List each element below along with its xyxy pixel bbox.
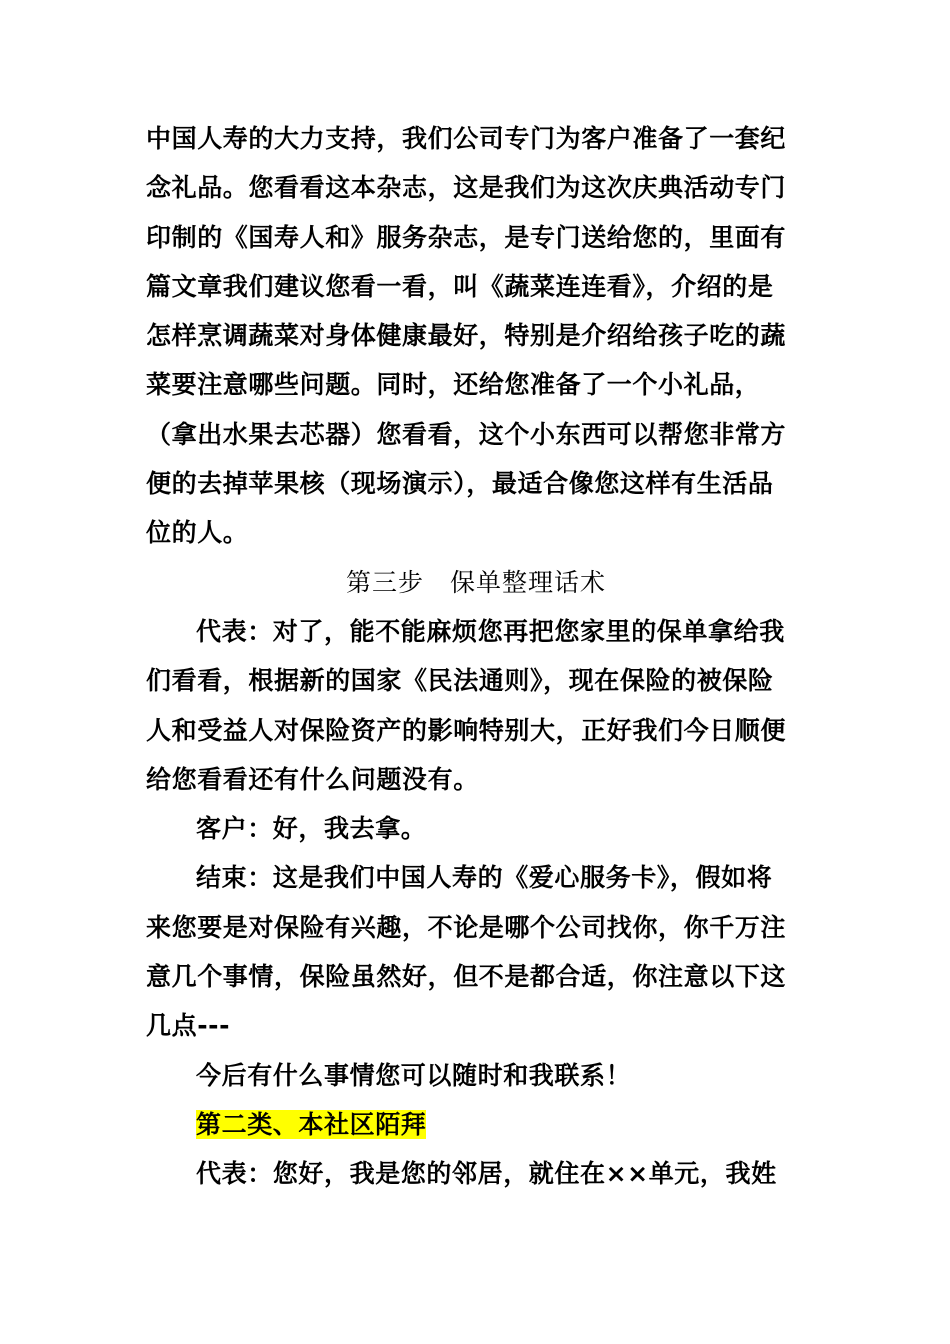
text-line: 结束：这是我们中国人寿的《爱心服务卡》，假如将	[196, 863, 773, 893]
text-line: 中国人寿的大力支持，我们公司专门为客户准备了一套纪	[146, 124, 787, 153]
section-heading: 第三步 保单整理话术	[345, 567, 606, 597]
text-line: 几点---	[146, 1011, 231, 1041]
paragraph-client-reply: 客户：好，我去拿。	[196, 814, 427, 844]
text-line: （拿出水果去芯器）您看看，这个小东西可以帮您非常方	[146, 419, 787, 449]
text-line: 人和受益人对保险资产的影响特别大，正好我们今日顺便	[146, 715, 787, 745]
text-line: 怎样烹调蔬菜对身体健康最好，特别是介绍给孩子吃的蔬	[146, 321, 787, 351]
paragraph-gift-intro	[146, 114, 806, 558]
text-line: 念礼品。您看看这本杂志，这是我们为这次庆典活动专门	[146, 173, 787, 203]
paragraph-contact: 今后有什么事情您可以随时和我联系！	[196, 1060, 632, 1090]
document-body	[146, 114, 806, 1199]
paragraph-neighbor-intro: 代表：您好，我是您的邻居，就住在××单元，我姓	[196, 1159, 777, 1189]
paragraph-closing	[146, 853, 806, 1050]
text-line: 菜要注意哪些问题。同时，还给您准备了一个小礼品，	[146, 370, 761, 400]
text-line: 来您要是对保险有兴趣，不论是哪个公司找你，你千万注	[146, 912, 787, 942]
text-line: 给您看看还有什么问题没有。	[146, 764, 479, 794]
paragraph-policy-review	[146, 607, 806, 804]
text-line: 篇文章我们建议您看一看，叫《蔬菜连连看》，介绍的是	[146, 271, 774, 301]
text-line: 意几个事情，保险虽然好，但不是都合适，你注意以下这	[146, 962, 787, 992]
text-line: 代表：对了，能不能麻烦您再把您家里的保单拿给我	[196, 616, 785, 646]
highlighted-heading: 第二类、本社区陌拜	[196, 1109, 427, 1139]
text-line: 位的人。	[146, 518, 249, 548]
text-line: 们看看，根据新的国家《民法通则》，现在保险的被保险	[146, 666, 774, 696]
highlighted-heading-row	[146, 1100, 806, 1149]
text-line: 印制的《国寿人和》服务杂志，是专门送给您的，里面有	[146, 222, 787, 252]
text-line: 便的去掉苹果核（现场演示），最适合像您这样有生活品	[146, 469, 774, 499]
